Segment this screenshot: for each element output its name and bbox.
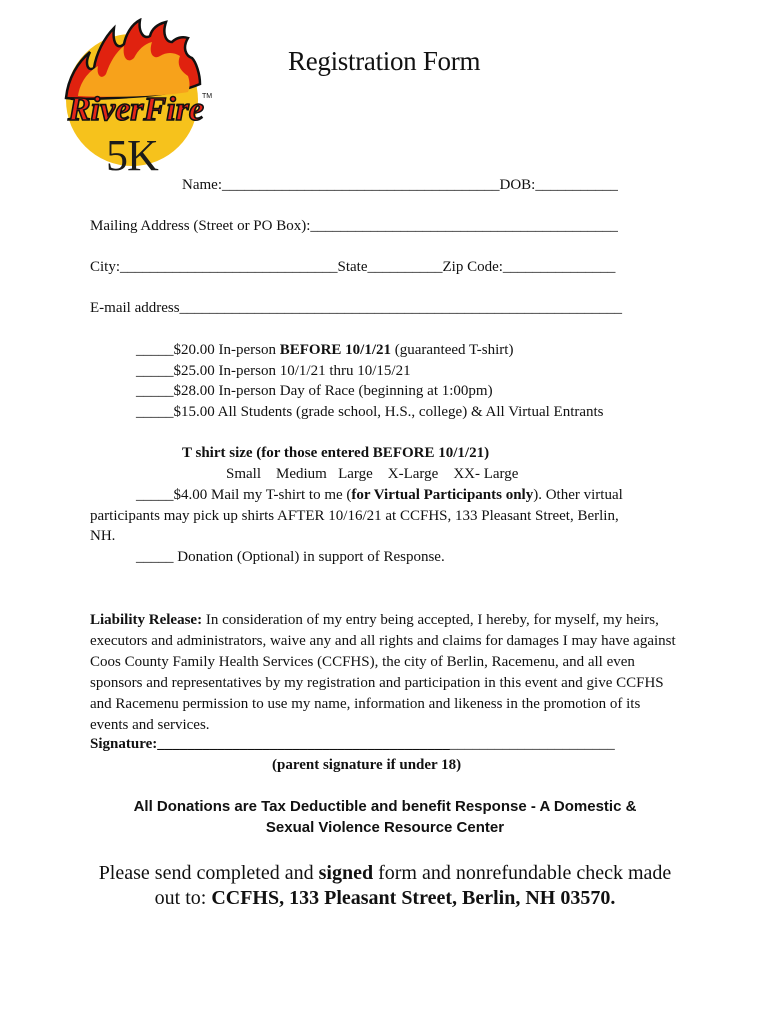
fee-option-2[interactable]: [136, 362, 411, 380]
mail-blank: _____: [136, 487, 174, 503]
donation-blank: _____: [136, 549, 174, 565]
fee-text: $25.00 In-person 10/1/21 thru 10/15/21: [173, 363, 411, 379]
instructions-payto-label: out to:: [154, 887, 212, 909]
city-label: City:_____________________________: [90, 259, 338, 275]
tshirt-heading: T shirt size (for those entered BEFORE 10/1/21): [182, 445, 490, 461]
liability-release: [90, 610, 682, 736]
fee-option-3[interactable]: [136, 382, 493, 400]
fee-text: $15.00 All Students (grade school, H.S., college) & All Virtual Entrants: [173, 404, 604, 420]
signature-field[interactable]: [90, 735, 615, 753]
instructions-signed: signed: [318, 862, 374, 884]
logo-wordmark: RiverFire: [68, 91, 204, 128]
fee-deadline: BEFORE 10/1/21: [279, 342, 391, 358]
signature-line-tail: ______________________: [449, 736, 615, 752]
liability-label: Liability Release:: [90, 612, 203, 628]
mail-virtual-only: for Virtual Participants only: [351, 487, 534, 503]
instructions-text: Please send completed and: [98, 862, 319, 884]
fee-note: (guaranteed T-shirt): [391, 342, 514, 358]
logo-trademark: TM: [202, 93, 212, 100]
fee-blank: _____: [136, 363, 174, 379]
donations-notice-line1: All Donations are Tax Deductible and benefit Response - A Domestic &: [133, 798, 637, 815]
race-distance-label: 5K: [106, 131, 158, 180]
mail-shirt-line3: NH.: [90, 528, 116, 544]
fee-text: $20.00 In-person: [173, 342, 280, 358]
mail-shirt-line2: participants may pick up shirts AFTER 10/16/21 at CCFHS, 133 Pleasant Street, Berlin,: [90, 508, 619, 524]
name-label: Name:_____________________________________: [182, 177, 500, 193]
signature-note: (parent signature if under 18): [272, 757, 462, 773]
fee-option-4[interactable]: [136, 403, 604, 421]
liability-text: In consideration of my entry being accepted, I hereby, for myself, my heirs, executors and administrators, waive any and all rights and claims for damages I may have against Coos County Family Health Services (CCFHS), the city of Berlin, Racemenu, and all even sponsors and representatives by my registration and participation in this event and give CCFHS and Racemenu permission to use my name, information and likeness in the promotion of its events and services.: [90, 612, 676, 733]
signature-label: Signature:: [90, 736, 158, 752]
donations-notice-line2: Sexual Violence Resource Center: [265, 819, 505, 836]
mail-shirt-option[interactable]: [136, 486, 623, 504]
fee-option-1[interactable]: [136, 341, 513, 359]
state-label: State__________: [337, 259, 443, 275]
mail-text: $4.00 Mail my T-shirt to me (: [173, 487, 352, 503]
mailing-address-field[interactable]: Mailing Address (Street or PO Box):_________________________________________: [90, 218, 618, 234]
dob-label: DOB:___________: [499, 177, 618, 193]
donation-option[interactable]: [136, 548, 445, 566]
donations-notice: [0, 796, 770, 838]
fee-text: $28.00 In-person Day of Race (beginning at 1:00pm): [173, 383, 493, 399]
email-field[interactable]: E-mail address___________________________________________________________: [90, 300, 623, 316]
mailing-instructions: [0, 861, 770, 911]
instructions-line2: [0, 886, 770, 911]
city-state-zip-row[interactable]: [90, 258, 615, 276]
donation-text: Donation (Optional) in support of Response.: [173, 549, 445, 565]
name-field[interactable]: [182, 176, 618, 194]
fee-blank: _____: [136, 383, 174, 399]
signature-line: _______________________________________: [157, 736, 450, 752]
instructions-address: CCFHS, 133 Pleasant Street, Berlin, NH 03570.: [211, 887, 616, 909]
mail-text-tail: ). Other virtual: [533, 487, 623, 503]
instructions-line1: [0, 861, 770, 886]
zip-label: Zip Code:_______________: [442, 259, 616, 275]
fee-blank: _____: [136, 342, 174, 358]
tshirt-sizes[interactable]: Small Medium Large X-Large XX- Large: [226, 466, 519, 482]
instructions-text-tail: form and nonrefundable check made: [373, 862, 672, 884]
page-title: Registration Form: [288, 46, 481, 76]
fee-blank: _____: [136, 404, 174, 420]
